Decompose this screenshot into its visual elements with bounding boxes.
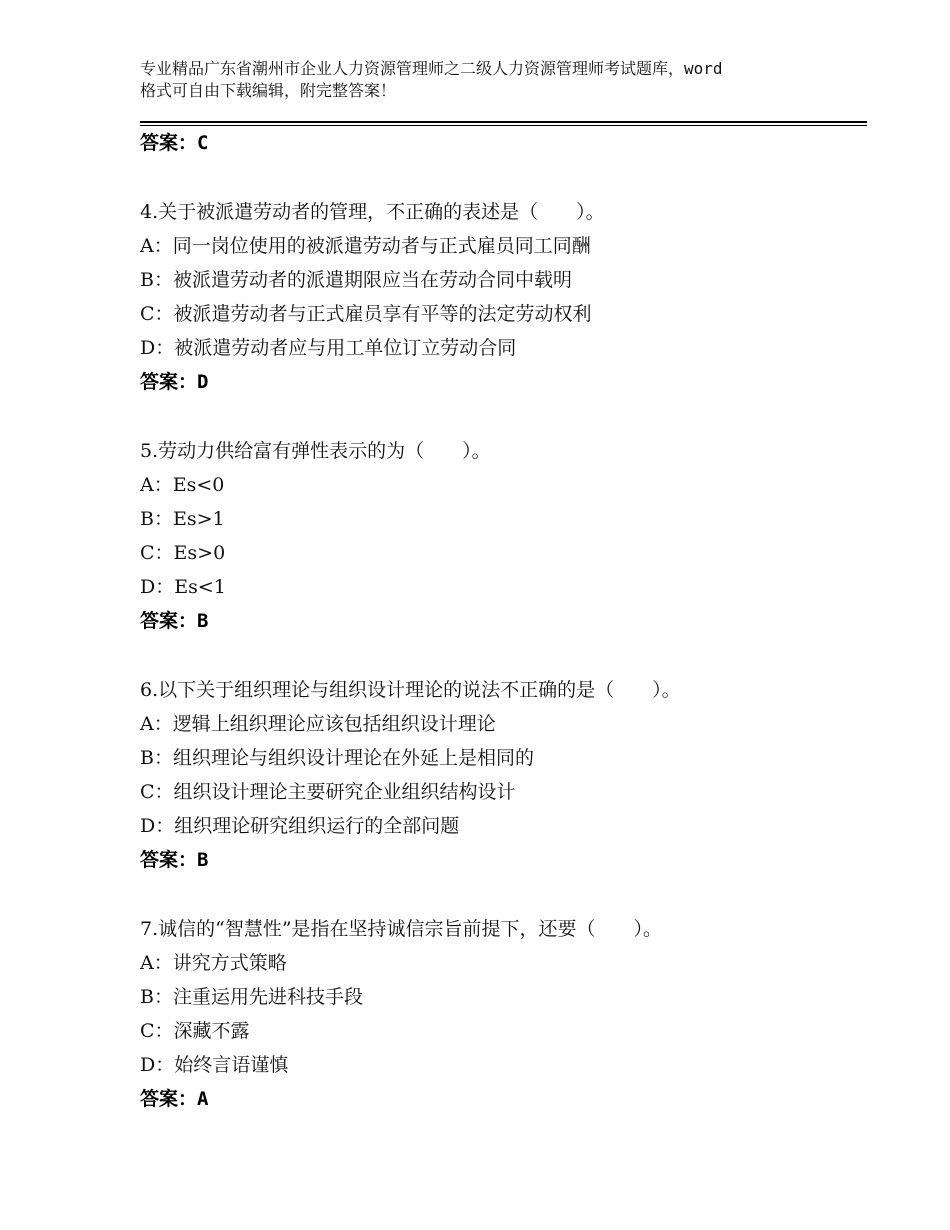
question-4-option-d: D：被派遣劳动者应与用工单位订立劳动合同 [140,337,517,359]
question-7-stem: 7.诚信的“智慧性”是指在坚持诚信宗旨前提下，还要（ ）。 [140,918,663,940]
question-7-option-a: A：讲究方式策略 [140,952,287,974]
question-4-option-b: B：被派遣劳动者的派遣期限应当在劳动合同中载明 [140,269,572,291]
question-6-option-d: D：组织理论研究组织运行的全部问题 [140,815,460,837]
header-divider-thick [140,121,867,123]
question-5-option-a: A：Es<0 [140,474,225,496]
question-7-option-d: D：始终言语谨慎 [140,1054,289,1076]
document-header [140,58,840,102]
header-line-1: 专业精品广东省潮州市企业人力资源管理师之二级人力资源管理师考试题库，word [140,59,723,78]
question-4-option-a: A：同一岗位使用的被派遣劳动者与正式雇员同工同酬 [140,235,591,257]
question-4-option-c: C：被派遣劳动者与正式雇员享有平等的法定劳动权利 [140,303,592,325]
question-5-option-c: C：Es>0 [140,542,226,564]
question-6-option-a: A：逻辑上组织理论应该包括组织设计理论 [140,713,496,735]
question-5-option-b: B：Es>1 [140,508,225,530]
question-7-option-b: B：注重运用先进科技手段 [140,986,363,1008]
question-5-stem: 5.劳动力供给富有弹性表示的为（ ）。 [140,440,491,462]
question-4-stem: 4.关于被派遣劳动者的管理，不正确的表述是（ ）。 [140,201,605,223]
question-6-stem: 6.以下关于组织理论与组织设计理论的说法不正确的是（ ）。 [140,679,681,701]
header-line-2: 格式可自由下载编辑，附完整答案！ [140,81,397,100]
question-7-option-c: C：深藏不露 [140,1020,250,1042]
question-6-option-c: C：组织设计理论主要研究企业组织结构设计 [140,781,516,803]
question-5-answer: 答案：B [140,610,209,632]
question-6-answer: 答案：B [140,849,209,871]
question-5-option-d: D：Es<1 [140,576,226,598]
question-4-answer: 答案：D [140,371,209,393]
question-7-answer: 答案：A [140,1088,209,1110]
prev-answer: 答案：C [140,132,209,154]
question-6-option-b: B：组织理论与组织设计理论在外延上是相同的 [140,747,534,769]
header-divider-thin [140,125,867,126]
